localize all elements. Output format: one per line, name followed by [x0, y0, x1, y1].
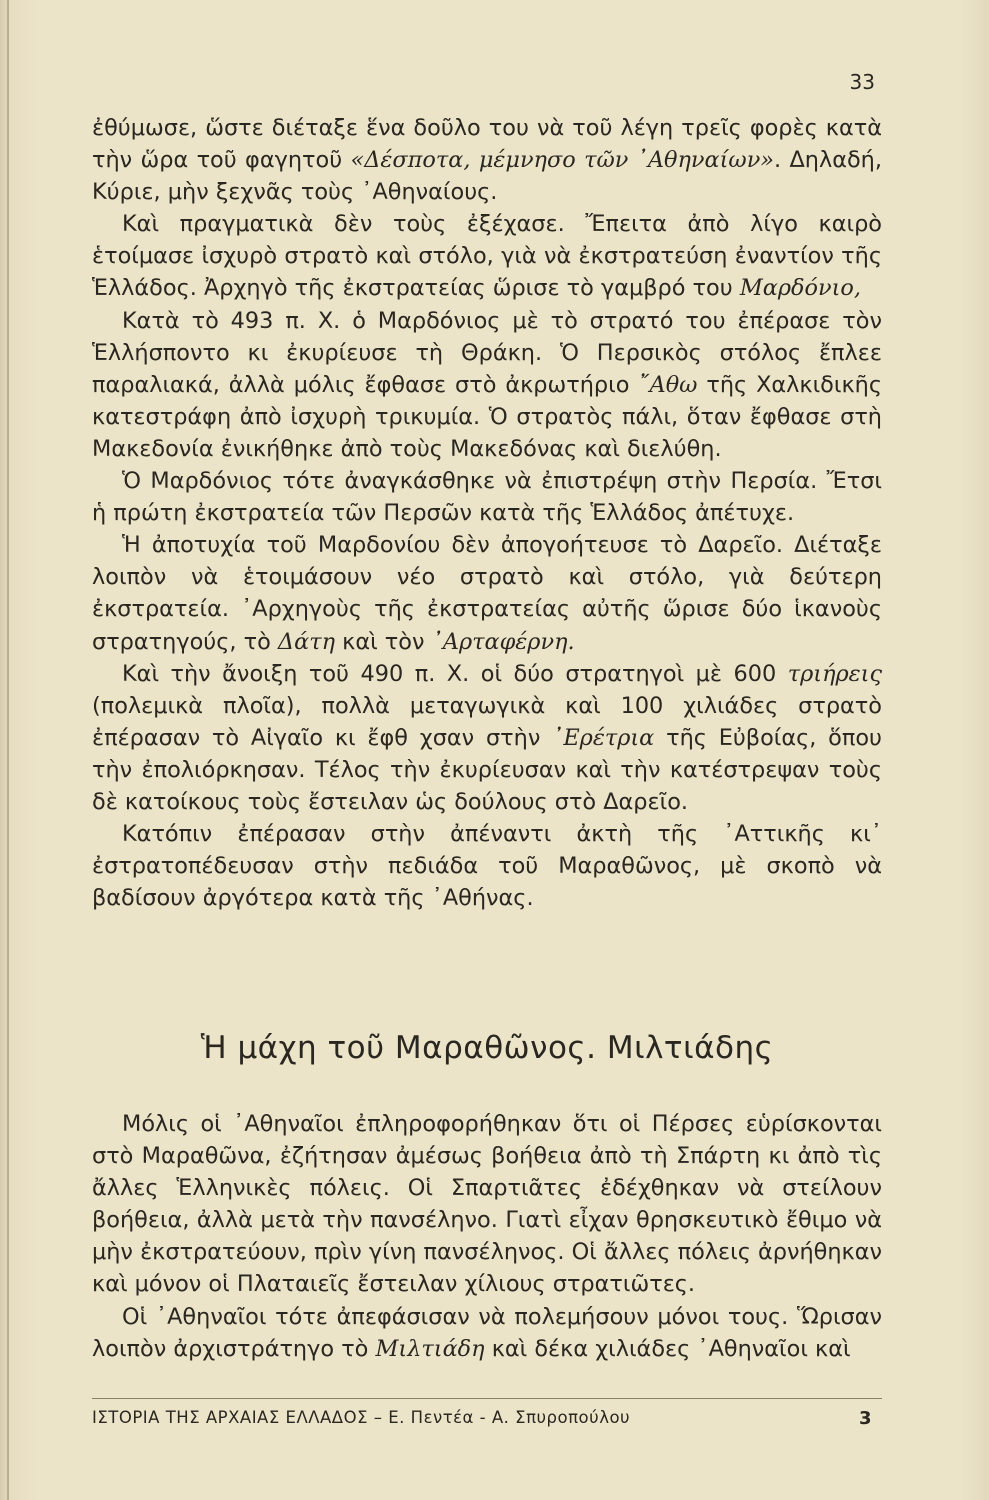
text-run: Καὶ τὴν ἄνοιξη τοῦ 490 π. Χ. οἱ δύο στρατηγοὶ μὲ 600	[122, 660, 788, 687]
text-run: καὶ δέκα χιλιάδες ᾿Αθηναῖοι καὶ	[484, 1335, 851, 1362]
text-run: καὶ τὸν	[335, 628, 432, 655]
footer-book-title: ΙΣΤΟΡΙΑ ΤΗΣ ΑΡΧΑΙΑΣ ΕΛΛΑΔΟΣ – Ε. Πεντέα - Α. Σπυροπούλου	[92, 1408, 631, 1427]
text-run: . Δηλαδή, Κύριε, μὴν ξεχνᾶς τοὺς ᾿Αθηναίους.	[92, 147, 882, 206]
text-run: τῆς Χαλκιδικῆς κατεστράφη ἀπὸ ἰσχυρὴ τρικυμία. Ὁ στρατὸς πάλι, ὅταν ἔφθασε στὴ Μακεδονία ἐνικήθηκε ἀπὸ τοὺς Μακεδόνας καὶ διελύθη.	[92, 371, 882, 462]
italic-term: τριήρεις	[787, 660, 882, 687]
page-footer	[92, 1408, 882, 1429]
text-run: Ἡ ἀποτυχία τοῦ Μαρδονίου δὲν ἀπογοήτευσε τὸ Δαρεῖο. Διέταξε λοιπὸν νὰ ἑτοιμάσουν νέο στρατὸ καὶ στόλο, γιὰ δεύτερη ἐκστρατεία. ᾿Αρχηγοὺς τῆς ἐκστρατείας αὐτῆς ὥρισε δύο ἱκανοὺς στρατηγούς, τὸ	[92, 532, 882, 655]
paragraph	[92, 465, 882, 529]
italic-term: ᾿Αρταφέρνη.	[431, 628, 575, 655]
text-run: Ὁ Μαρδόνιος τότε ἀναγκάσθηκε νὰ ἐπιστρέψη στὴν Περσία. Ἔτσι ἡ πρώτη ἐκστρατεία τῶν Περσῶν κατὰ τῆς Ἑλλάδος ἀπέτυχε.	[92, 468, 882, 527]
footer-divider	[92, 1398, 882, 1399]
italic-term: ᾿Ερέτρια	[552, 724, 655, 751]
page-spine	[7, 0, 9, 1500]
text-run: (πολεμικὰ πλοῖα), πολλὰ μεταγωγικὰ καὶ 100 χιλιάδες στρατὸ ἐπέρασαν τὸ Αἰγαῖο κι ἔφθ χσαν στὴν	[92, 692, 882, 751]
paragraph	[92, 112, 882, 208]
italic-term: «Δέσποτα, μέμνησο τῶν ᾿Αθηναίων»	[350, 147, 775, 174]
paragraph	[92, 529, 882, 657]
italic-term: Μιλτιάδη	[375, 1335, 485, 1362]
paragraph	[92, 305, 882, 465]
footer-signature-mark: 3	[858, 1408, 872, 1429]
paragraph	[92, 658, 882, 818]
text-run: Μόλις οἱ ᾿Αθηναῖοι ἐπληροφορήθηκαν ὅτι οἱ Πέρσες εὑρίσκονται στὸ Μαραθῶνα, ἐζήτησαν ἀμέσως βοήθεια ἀπὸ τὴ Σπάρτη κι ἀπὸ τὶς ἄλλες Ἑλληνικὲς πόλεις. Οἱ Σπαρτιᾶτες ἐδέχθηκαν νὰ στείλουν βοήθεια, ἀλλὰ μετὰ τὴν πανσέληνο. Γιατὶ εἶχαν θρησκευτικὸ ἔθιμο νὰ μὴν ἐκστρατεύουν, πρὶν γίνη πανσέληνος. Οἱ ἄλλες πόλεις ἀρνήθηκαν καὶ μόνον οἱ Πλαταιεῖς ἔστειλαν χίλιους στρατιῶτες.	[92, 1111, 882, 1298]
text-run: Κατὰ τὸ 493 π. Χ. ὁ Μαρδόνιος μὲ τὸ στρατό του ἐπέρασε τὸν Ἑλλήσποντο κι ἐκυρίευσε τὴ Θράκη. Ὁ Περσικὸς στόλος ἔπλεε παραλιακά, ἀλλὰ μόλις ἔφθασε στὸ ἀκρωτήριο	[92, 307, 882, 398]
paragraph	[92, 208, 882, 304]
text-run: ἐθύμωσε, ὥστε διέταξε ἕνα δοῦλο του νὰ τοῦ λέγη τρεῖς φορὲς κατὰ τὴν ὥρα τοῦ φαγητοῦ	[92, 115, 882, 174]
text-run: Κατόπιν ἐπέρασαν στὴν ἀπέναντι ἀκτὴ τῆς ᾿Αττικῆς κι᾿ ἐστρατοπέδευσαν στὴν πεδιάδα τοῦ Μαραθῶνος, μὲ σκοπὸ νὰ βαδίσουν ἀργότερα κατὰ τῆς ᾿Αθήνας.	[92, 821, 882, 912]
text-run: τῆς Εὐβοίας, ὅπου τὴν ἐπολιόρκησαν. Τέλος τὴν ἐκυρίευσαν καὶ τὴν κατέστρεψαν τοὺς δὲ κατοίκους τοὺς ἔστειλαν ὡς δούλους στὸ Δαρεῖο.	[92, 724, 883, 815]
body-section-2	[92, 1108, 882, 1365]
paragraph	[92, 818, 882, 914]
italic-term: Μαρδόνιο,	[739, 275, 861, 302]
paragraph	[92, 1301, 882, 1365]
page-number: 33	[849, 70, 875, 94]
italic-term: Δάτη	[277, 628, 335, 655]
body-section-1	[92, 112, 882, 914]
text-run: Καὶ πραγματικὰ δὲν τοὺς ἐξέχασε. Ἔπειτα ἀπὸ λίγο καιρὸ ἑτοίμασε ἰσχυρὸ στρατὸ καὶ στόλο, γιὰ νὰ ἐκστρατεύση ἐναντίον τῆς Ἑλλάδος. Ἀρχηγὸ τῆς ἐκστρατείας ὥρισε τὸ γαμβρό του	[92, 211, 882, 302]
text-run: Οἱ ᾿Αθηναῖοι τότε ἀπεφάσισαν νὰ πολεμήσουν μόνοι τους. Ὥρισαν λοιπὸν ἀρχιστράτηγο τὸ	[92, 1303, 882, 1362]
section-heading: Ἡ μάχη τοῦ Μαραθῶνος. Μιλτιάδης	[200, 1030, 774, 1066]
italic-term: ῎Αθω	[638, 371, 698, 398]
paragraph	[92, 1108, 882, 1301]
